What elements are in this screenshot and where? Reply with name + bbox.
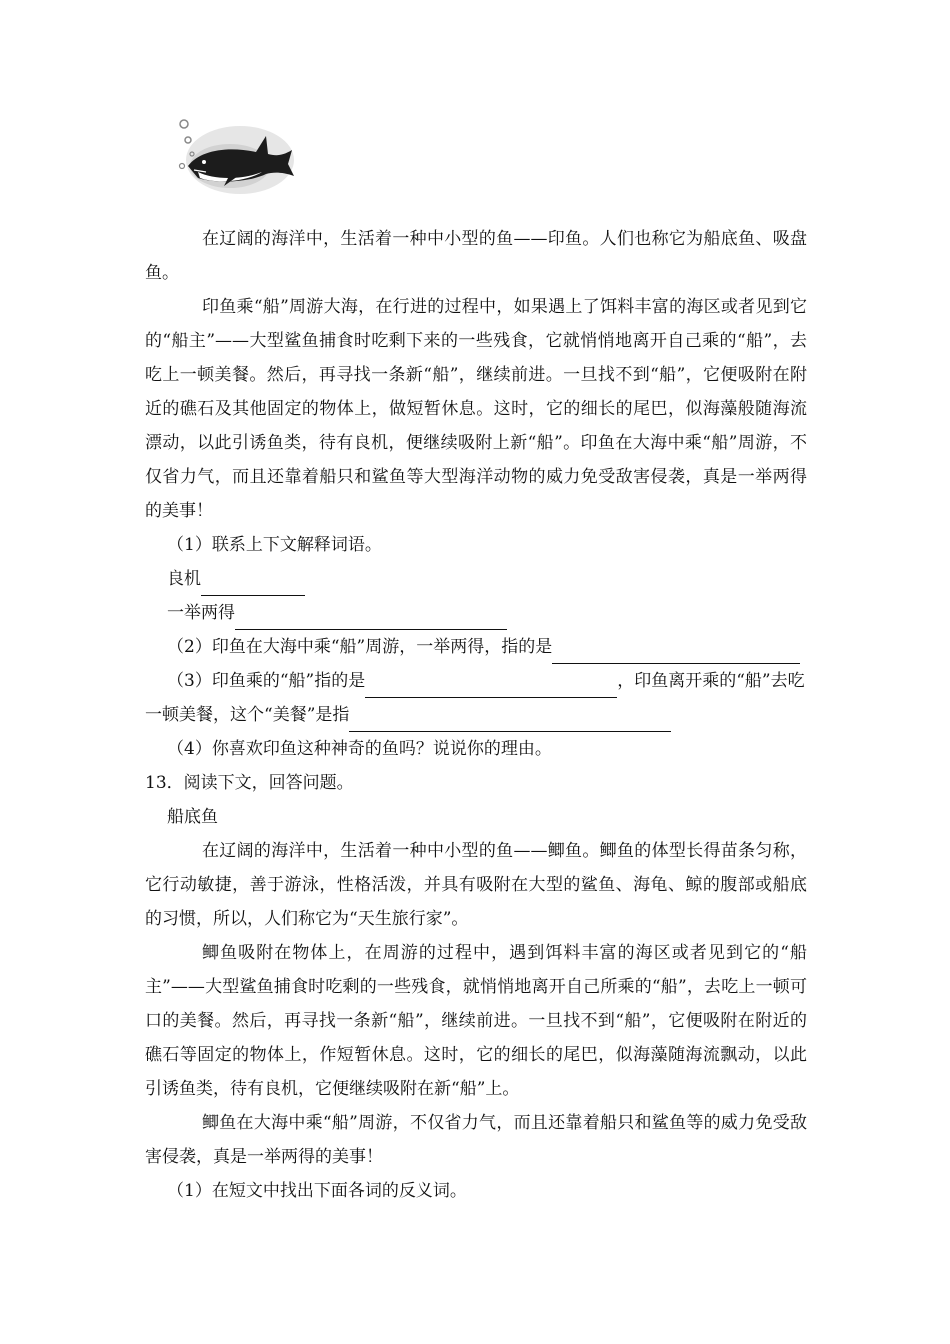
- question-3-line-1: [145, 664, 807, 698]
- section-13-paragraph-3: 鲫鱼在大海中乘“船”周游，不仅省力气，而且还靠着船只和鲨鱼等的威力免受敌害侵袭，真是一举两得的美事！: [145, 1113, 807, 1167]
- shark-icon: [170, 116, 298, 200]
- question-3-part-c: 一顿美餐，这个“美餐”是指: [145, 705, 350, 725]
- answer-blank-q2[interactable]: [552, 643, 800, 664]
- section-13-header: 13．阅读下文，回答问题。: [145, 773, 354, 793]
- question-1: （1）联系上下文解释词语。: [167, 535, 382, 555]
- question-4: （4）你喜欢印鱼这种神奇的鱼吗？说说你的理由。: [167, 739, 552, 759]
- shark-illustration: [170, 116, 298, 200]
- section-13-title: 船底鱼: [167, 807, 218, 827]
- answer-blank-q3-2[interactable]: [349, 711, 671, 732]
- question-1-word-line-1: [145, 562, 807, 596]
- passage1-paragraph-1: 在辽阔的海洋中，生活着一种中小型的鱼——印鱼。人们也称它为船底鱼、吸盘鱼。: [145, 229, 807, 283]
- section-13-question-1: （1）在短文中找出下面各词的反义词。: [167, 1181, 467, 1201]
- answer-blank-word-1[interactable]: [201, 575, 305, 596]
- section-13-paragraph-1: 在辽阔的海洋中，生活着一种中小型的鱼——鲫鱼。鲫鱼的体型长得苗条匀称，它行动敏捷，善于游泳，性格活泼，并具有吸附在大型的鲨鱼、海龟、鲸的腹部或船底的习惯，所以，人们称它为“天生旅行家”。: [145, 841, 807, 929]
- word-1: 良机: [167, 569, 201, 589]
- question-3-part-a: （3）印鱼乘的“船”指的是: [167, 671, 366, 691]
- question-3-line-2: [145, 698, 807, 732]
- passage1-paragraph-2: 印鱼乘“船”周游大海，在行进的过程中，如果遇上了饵料丰富的海区或者见到它的“船主”——大型鲨鱼捕食时吃剩下来的一些残食，它就悄悄地离开自己乘的“船”，去吃上一顿美餐。然后，再寻找一条新“船”，继续前进。一旦找不到“船”，它便吸附在附近的礁石及其他固定的物体上，做短暂休息。这时，它的细长的尾巴，似海藻般随海流漂动，以此引诱鱼类，待有良机，便继续吸附上新“船”。印鱼在大海中乘“船”周游，不仅省力气，而且还靠着船只和鲨鱼等大型海洋动物的威力免受敌害侵袭，真是一举两得的美事！: [145, 297, 807, 521]
- question-2: （2）印鱼在大海中乘“船”周游，一举两得，指的是: [167, 637, 553, 657]
- reading-content: [145, 222, 807, 1208]
- answer-blank-q3-1[interactable]: [365, 677, 617, 698]
- question-2-line: [145, 630, 807, 664]
- section-13-paragraph-2: 鲫鱼吸附在物体上，在周游的过程中，遇到饵料丰富的海区或者见到它的“船主”——大型鲨鱼捕食时吃剩的一些残食，就悄悄地离开自己所乘的“船”，去吃上一顿可口的美餐。然后，再寻找一条新“船”，继续前进。一旦找不到“船”，它便吸附在附近的礁石等固定的物体上，作短暂休息。这时，它的细长的尾巴，似海藻随海流飘动，以此引诱鱼类，待有良机，它便继续吸附在新“船”上。: [145, 943, 807, 1099]
- answer-blank-word-2[interactable]: [235, 609, 507, 630]
- word-2: 一举两得: [167, 603, 235, 623]
- question-3-part-b: ，印鱼离开乘的“船”去吃: [617, 671, 805, 691]
- question-1-word-line-2: [145, 596, 807, 630]
